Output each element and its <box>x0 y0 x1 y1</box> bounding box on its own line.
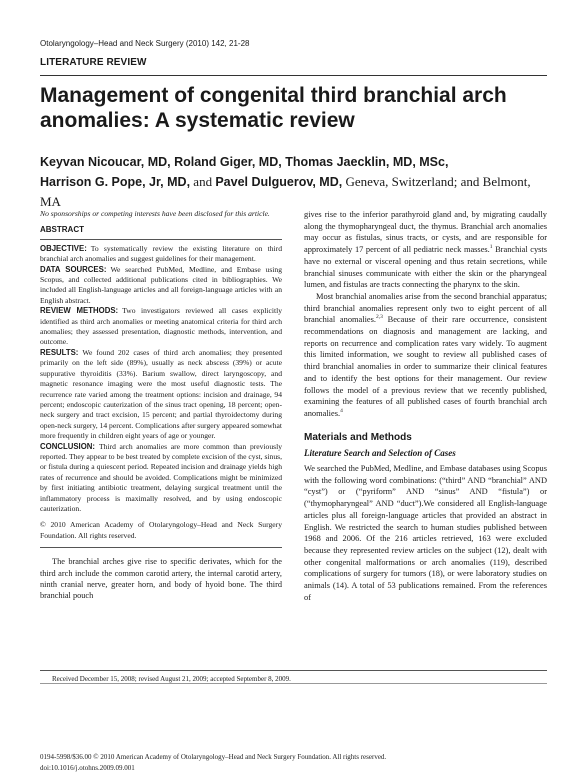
abstract-data-sources <box>40 265 282 307</box>
body-paragraph-2-text: Most branchial anomalies arise from the second branchial apparatus; third branchial anomalies represent only two to eight percent of all branchial anomalies. <box>304 291 547 325</box>
body-paragraph-2-continued: Because of their rare occurrence, consistent recommendations on diagnosis and management are lacking, and reports on recurrence and complication rates vary widely. To augment this limited information, we sought to review all published cases of third branchial anomalies in order to summarize their clinical features and to identify the best options for their management. Our review follows the model of a previous review that we recently published, examining the features of all published cases of fourth branchial arch anomalies. <box>304 315 547 418</box>
section-label: LITERATURE REVIEW <box>40 57 147 68</box>
abstract-results <box>40 348 282 442</box>
data-sources-label: DATA SOURCES: <box>40 264 107 274</box>
reference-2-3[interactable]: 2,3 <box>375 314 383 321</box>
abstract-conclusion <box>40 442 282 515</box>
authors-conjunction: and <box>193 174 213 189</box>
authors-group-2: Harrison G. Pope, Jr, MD, <box>40 175 191 189</box>
title-line-1: Management of congenital third branchial arch <box>40 84 507 107</box>
authors-group-1: Keyvan Nicoucar, MD, Roland Giger, MD, Thomas Jaecklin, MD, MSc, <box>40 155 449 169</box>
abstract-objective <box>40 244 282 265</box>
header-divider <box>40 75 547 76</box>
conclusion-label: CONCLUSION: <box>40 441 96 451</box>
received-dates: Received December 15, 2008; revised August 21, 2009; accepted September 8, 2009. <box>52 675 291 683</box>
journal-citation: Otolaryngology–Head and Neck Surgery (2010) 142, 21-28 <box>40 39 250 48</box>
author-affiliation: Geneva, Switzerland; and Belmont, MA <box>40 174 531 209</box>
right-column <box>304 209 547 604</box>
doi[interactable]: doi:10.1016/j.otohns.2009.09.001 <box>40 764 135 772</box>
title-line-2: anomalies: A systematic review <box>40 109 355 132</box>
body-paragraph-1-text: gives rise to the inferior parathyroid gland and, by migrating caudally along the thymopharyngeal duct, the thymus. Branchial arch anomalies may occur as fistulas, sinus tracts, or cysts, and are responsible for approximately 17 percent of all pediatric neck masses. <box>304 210 547 255</box>
reference-4[interactable]: 4 <box>340 408 343 415</box>
abstract-heading: ABSTRACT <box>40 225 84 235</box>
disclosure-statement: No sponsorships or competing interests have been disclosed for this article. <box>40 209 270 218</box>
abstract-end-divider <box>40 547 282 548</box>
footer-divider <box>40 670 547 671</box>
reference-1[interactable]: 1 <box>489 244 493 251</box>
results-text: We found 202 cases of third arch anomalies; they presented primarily on the left side (89%), usually as neck abscess (39%) or acute suppurative thyroiditis (33%). Barium swallow, direct laryngoscopy, and magnetic resonance imaging were the most useful diagnostic tests. The recurrence rate varied among the treatment options: incision and drainage, 94 percent; endoscopic cauterization of the sinus tract opening, 18 percent; open-neck surgery and tract excision, 15 percent; and partial thyroidectomy during open-neck surgery, 14 percent. Complications after surgery appeared somewhat more frequently in children eight years of age or younger. <box>40 347 282 441</box>
data-sources-text: We searched PubMed, Medline, and Embase using Scopus, and collected additional publications cited in bibliographies. We included all English-language articles and all foreign-language articles with an English abstract. <box>40 264 282 305</box>
objective-label: OBJECTIVE: <box>40 243 87 253</box>
objective-text: To systematically review the existing literature on third branchial arch anomalies and suggest guidelines for their management. <box>40 243 282 264</box>
author-list <box>40 152 545 211</box>
methods-heading: Materials and Methods <box>304 431 412 443</box>
abstract-review-methods <box>40 306 282 348</box>
left-column <box>40 209 282 602</box>
results-label: RESULTS: <box>40 347 79 357</box>
conclusion-text: Third arch anomalies are more common than previously reported. They appear to be best treated by complete excision of the cyst, sinus, or fistula during a quiescent period. Repeated incision and drainage yields high rates of recurrence and should be avoided. Complications might be minimized by first initiating antibiotic treatment, delaying surgical treatment until the inflammatory process is maximally resolved, and by using endoscopic cauterization. <box>40 441 282 513</box>
body-paragraph-1-continued: Branchial cysts have no external or visceral opening and thus retain secretions, while branchial sinuses communicate with either the skin or the pharyngeal lumen, and fistulas are tracts connecting the pharynx to the skin. <box>304 245 547 290</box>
body-paragraph-2 <box>304 291 547 420</box>
authors-group-3: Pavel Dulguerov, MD, <box>215 175 343 189</box>
literature-search-subheading: Literature Search and Selection of Cases <box>304 448 456 459</box>
review-methods-label: REVIEW METHODS: <box>40 306 119 316</box>
abstract-copyright: © 2010 American Academy of Otolaryngology–Head and Neck Surgery Foundation. All rights reserved. <box>40 520 282 540</box>
abstract-divider <box>40 239 282 240</box>
body-paragraph-1 <box>304 209 547 291</box>
issn-copyright: 0194-5998/$36.00 © 2010 American Academy of Otolaryngology–Head and Neck Surgery Foundation. All rights reserved. <box>40 753 387 761</box>
body-paragraph-3: We searched the PubMed, Medline, and Embase databases using Scopus with the following word combinations: (“third” AND “branchial” AND “cyst”) or (“pyriform” AND “sinus” AND “fistula”) or (“thymopharyngeal” AND “duct”).We considered all English-language articles plus all foreign-language articles that provided an abstract in English. We restricted the search to human studies published between 1968 and 2006. Of the 216 articles retrieved, 163 were excluded because they represented review articles on the subject (12), dealt with other congenital malformations or arch anomalies (119), described complications of surgery for tumors (18), or were laboratory studies on animals (14). A total of 53 publications remained. From the references of <box>304 464 547 602</box>
footer-divider-2 <box>40 683 547 684</box>
article-title <box>40 83 545 133</box>
intro-paragraph: The branchial arches give rise to specific derivates, which for the third arch include the common carotid artery, the internal carotid artery, ninth cranial nerve, greater horn, and body of hyoid bone. The third branchial pouch <box>40 557 282 601</box>
review-methods-text: Two investigators reviewed all cases explicitly identified as third arch anomalies or meeting anatomical criteria for third arch anomalies; they assessed presentation, diagnostic methods, intervention, and outcome. <box>40 306 282 347</box>
